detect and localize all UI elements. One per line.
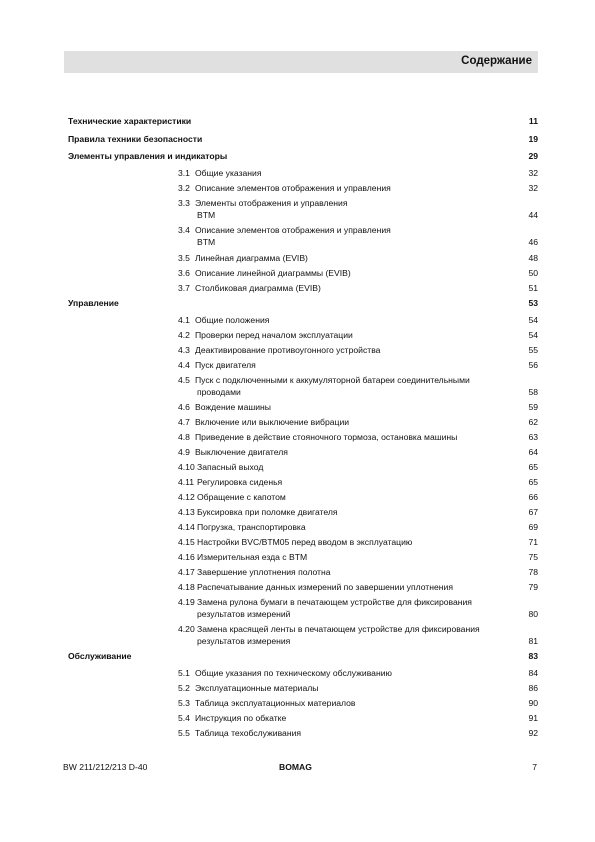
toc-entry-number: 3.7 [178,283,190,293]
toc-entry [0,668,595,680]
toc-entry-page: 83 [528,651,538,661]
toc-entry [0,683,595,695]
toc-entry-page: 90 [528,698,538,708]
toc-entry-page: 91 [528,713,538,723]
toc-entry-title: Инструкция по обкатке [195,713,287,723]
toc-chapter [0,298,595,310]
toc-entry-number: 4.7 [178,417,190,427]
toc-entry-number: 4.4 [178,360,190,370]
toc-entry-number: 5.4 [178,713,190,723]
toc-entry-number: 4.9 [178,447,190,457]
footer-model: BW 211/212/213 D-40 [63,762,148,772]
toc-entry-page: 78 [528,567,538,577]
toc-entry-number: 4.13 [178,507,195,517]
toc-entry-title: Обслуживание [68,651,132,661]
toc-entry-page: 92 [528,728,538,738]
toc-chapter [0,134,595,146]
toc-entry-page: 65 [528,477,538,487]
toc-entry-number: 4.10 [178,462,195,472]
toc-entry-title: Управление [68,298,119,308]
toc-entry-title: Общие указания [195,168,262,178]
toc-entry-number: 4.11 [178,477,195,487]
toc-chapter [0,151,595,163]
page-title: Содержание [461,55,532,67]
toc-entry-number: 4.17 [178,567,195,577]
toc-entry-page: 75 [528,552,538,562]
toc-entry-number: 3.3 [178,198,190,208]
toc-entry-title: Измерительная езда с BTM [197,552,308,562]
toc-entry-number: 4.5 [178,375,190,385]
toc-entry [0,698,595,710]
toc-entry-number: 4.12 [178,492,195,502]
toc-entry-number: 4.2 [178,330,190,340]
toc-entry [0,330,595,342]
toc-entry [0,447,595,459]
toc-entry [0,728,595,740]
toc-entry-page: 66 [528,492,538,502]
toc-entry-title: Правила техники безопасности [68,134,203,144]
toc-entry-number: 4.6 [178,402,190,412]
toc-entry-title: Приведение в действие стояночного тормоза, остановка машины [195,432,458,442]
toc-entry [0,477,595,489]
toc-entry-title: Таблица техобслуживания [195,728,302,738]
toc-entry-page: 63 [528,432,538,442]
toc-entry-title: Таблица эксплуатационных материалов [195,698,356,708]
toc-entry-number: 5.3 [178,698,190,708]
toc-entry-title: Замена рулона бумаги в печатающем устройстве для фиксирования [197,597,472,607]
toc-entry-title: Пуск с подключенными к аккумуляторной батареи соединительными [195,375,470,385]
toc-entry [0,507,595,519]
toc-entry-page: 53 [528,298,538,308]
toc-entry-page: 71 [528,537,538,547]
toc-entry [0,582,595,594]
toc-entry-page: 44 [528,210,538,220]
toc-chapter [0,651,595,663]
toc-entry-title: Элементы отображения и управления [195,198,348,208]
toc-entry-title-continued: BTM [197,210,216,220]
toc-entry [0,402,595,414]
toc-entry [0,225,595,249]
toc-entry-number: 4.19 [178,597,195,607]
toc-entry [0,360,595,372]
toc-entry-number: 4.1 [178,315,190,325]
toc-entry-number: 4.14 [178,522,195,532]
toc-entry-title: Включение или выключение вибрации [195,417,350,427]
toc-entry-number: 3.2 [178,183,190,193]
toc-entry [0,492,595,504]
toc-entry [0,315,595,327]
toc-entry-page: 62 [528,417,538,427]
toc-entry-title: Настройки BVC/BTM05 перед вводом в эксплуатацию [197,537,413,547]
toc-entry [0,567,595,579]
toc-entry-title: Буксировка при поломке двигателя [197,507,338,517]
toc-entry-title: Технические характеристики [68,116,192,126]
toc-entry [0,462,595,474]
toc-entry [0,268,595,280]
toc-entry-title: Выключение двигателя [195,447,288,457]
toc-entry-page: 67 [528,507,538,517]
toc-entry [0,345,595,357]
toc-entry [0,253,595,265]
toc-entry-number: 3.1 [178,168,190,178]
toc-entry-number: 4.16 [178,552,195,562]
toc-entry-title-continued: результатов измерения [197,636,291,646]
toc-entry-title: Общие положения [195,315,270,325]
toc-entry-title: Погрузка, транспортировка [197,522,306,532]
toc-entry-page: 56 [528,360,538,370]
toc-entry [0,522,595,534]
toc-entry-page: 46 [528,237,538,247]
toc-entry-title: Описание элементов отображения и управления [195,183,391,193]
toc-entry-title: Столбиковая диаграмма (EVIB) [195,283,321,293]
toc-entry-page: 80 [528,609,538,619]
toc-entry-title: Регулировка сиденья [197,477,283,487]
toc-entry [0,375,595,399]
toc-entry-number: 4.8 [178,432,190,442]
toc-entry [0,537,595,549]
toc-entry-page: 54 [528,330,538,340]
toc-entry-title: Распечатывание данных измерений по завершении уплотнения [197,582,453,592]
toc-entry-number: 3.6 [178,268,190,278]
footer-brand: BOMAG [279,762,312,772]
toc-entry-title: Пуск двигателя [195,360,256,370]
footer-page-number: 7 [532,762,537,772]
toc-entry-page: 55 [528,345,538,355]
toc-entry-number: 4.15 [178,537,195,547]
toc-entry-page: 48 [528,253,538,263]
toc-entry [0,417,595,429]
toc-entry-title: Деактивирование противоугонного устройства [195,345,381,355]
toc-entry [0,168,595,180]
toc-entry-page: 19 [528,134,538,144]
toc-entry-page: 84 [528,668,538,678]
toc-entry-title: Описание линейной диаграммы (EVIB) [195,268,351,278]
toc-entry [0,432,595,444]
toc-entry-page: 79 [528,582,538,592]
toc-entry [0,198,595,222]
toc-entry-number: 5.5 [178,728,190,738]
toc-entry-page: 59 [528,402,538,412]
toc-entry-title: Обращение с капотом [197,492,286,502]
toc-entry-title: Проверки перед началом эксплуатации [195,330,353,340]
toc-entry [0,597,595,621]
toc-entry-number: 5.2 [178,683,190,693]
toc-entry-title: Замена красящей ленты в печатающем устройстве для фиксирования [197,624,480,634]
toc-entry [0,183,595,195]
toc-entry-page: 54 [528,315,538,325]
toc-entry-title-continued: результатов измерений [197,609,291,619]
toc-chapter [0,116,595,128]
toc-entry-page: 51 [528,283,538,293]
toc-entry-page: 69 [528,522,538,532]
toc-entry-page: 86 [528,683,538,693]
toc-entry-page: 50 [528,268,538,278]
toc-entry-number: 5.1 [178,668,190,678]
toc-entry-number: 4.20 [178,624,195,634]
toc-entry-title: Завершение уплотнения полотна [197,567,331,577]
toc-entry-page: 11 [528,116,538,126]
toc-entry-title: Общие указания по техническому обслуживанию [195,668,392,678]
toc-entry-title: Эксплуатационные материалы [195,683,319,693]
toc-entry-title-continued: проводами [197,387,241,397]
toc-entry-page: 81 [528,636,538,646]
toc-entry-number: 4.3 [178,345,190,355]
toc-entry-title: Элементы управления и индикаторы [68,151,228,161]
toc-entry [0,552,595,564]
toc-entry-title: Линейная диаграмма (EVIB) [195,253,308,263]
toc-entry-title: Запасный выход [197,462,264,472]
toc-entry [0,624,595,648]
toc-entry-title: Вождение машины [195,402,271,412]
toc-entry-page: 32 [528,183,538,193]
toc-entry-page: 29 [528,151,538,161]
toc-entry-page: 65 [528,462,538,472]
toc-entry [0,713,595,725]
toc-entry-page: 58 [528,387,538,397]
toc-entry-number: 3.5 [178,253,190,263]
toc-entry-number: 3.4 [178,225,190,235]
toc-entry-page: 32 [528,168,538,178]
toc-entry [0,283,595,295]
toc-entry-title-continued: BTM [197,237,216,247]
toc-entry-title: Описание элементов отображения и управления [195,225,391,235]
toc-entry-page: 64 [528,447,538,457]
toc-entry-number: 4.18 [178,582,195,592]
